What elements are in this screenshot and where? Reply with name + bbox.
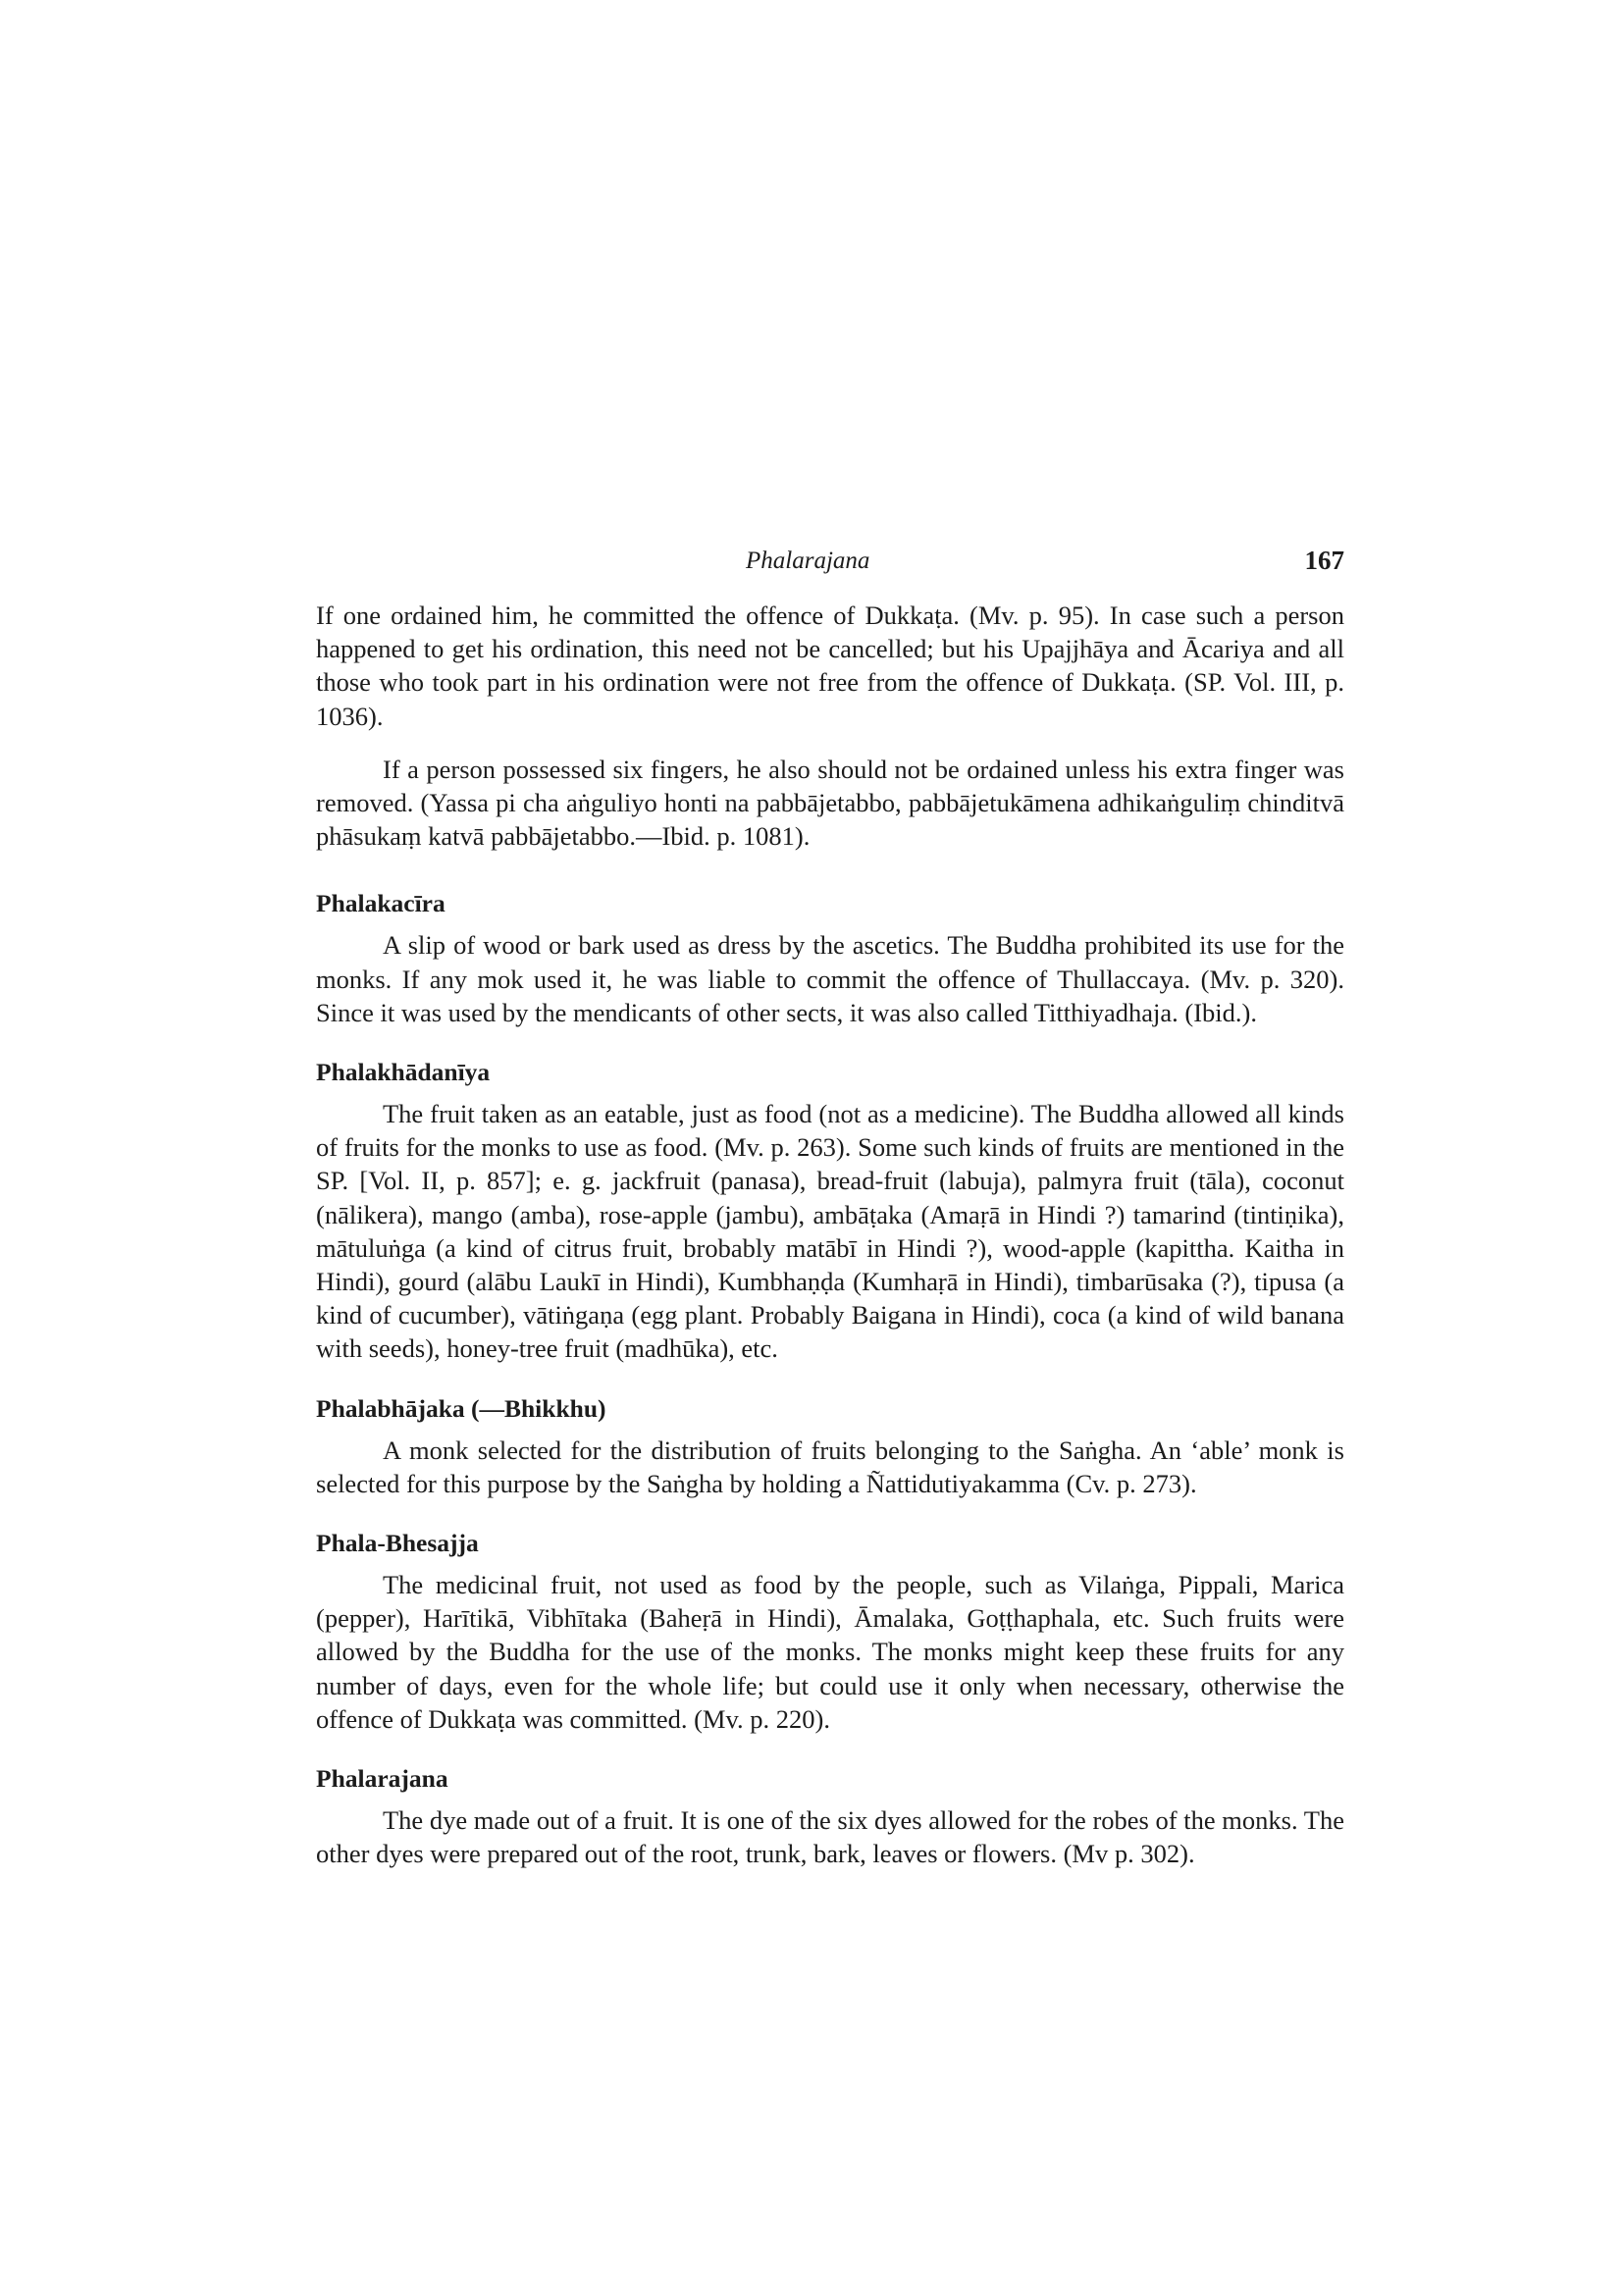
entry-text: The fruit taken as an eatable, just as food (not as a medicine). The Buddha allowed all kinds of fruits for the monks to use as food. (Mv. p. 263). Some such kinds of fruits are mentioned in the SP. [Vol. II, p. 857]; e. g. jackfruit (panasa), bread-fruit (labuja), palmyra fruit (tāla), coconut (nālikera), mango (amba), rose-apple (jambu), ambāṭaka (Amaṛā in Hindi ?) tamarind (tintiṇika), mātuluṅga (a kind of citrus fruit, brobably matābī in Hindi ?), wood-apple (kapittha. Kaitha in Hindi), gourd (alābu Laukī in Hindi), Kumbhaṇḍa (Kumhaṛā in Hindi), timbarūsaka (?), tipusa (a kind of cucumber), vātiṅgaṇa (egg plant. Probably Baigana in Hindi), coca (a kind of wild banana with seeds), honey-tree fruit (madhūka), etc.: [316, 1099, 1344, 1364]
entry-phalakacira: [316, 888, 1344, 1029]
entry-heading: Phalarajana: [316, 1764, 448, 1794]
page-number: 167: [1304, 546, 1344, 575]
entry-phalakhadaniya: [316, 1057, 1344, 1366]
entry-text: The medicinal fruit, not used as food by the people, such as Vilaṅga, Pippali, Marica (pepper), Harītikā, Vibhītaka (Baheṛā in Hindi), Āmalaka, Goṭṭhaphala, etc. Such fruits were allowed by the Buddha for the use of the monks. The monks might keep these fruits for any number of days, even for the whole life; but could use it only when necessary, otherwise the offence of Dukkaṭa was committed. (Mv. p. 220).: [316, 1570, 1344, 1734]
entry-heading: Phalabhājaka (—Bhikkhu): [316, 1393, 606, 1423]
entry-text: The dye made out of a fruit. It is one of the six dyes allowed for the robes of the monks. The other dyes were prepared out of the root, trunk, bark, leaves or flowers. (Mv p. 302).: [316, 1805, 1344, 1869]
entry-phala-bhesajja: [316, 1528, 1344, 1736]
entry-heading: Phalakhādanīya: [316, 1058, 491, 1087]
intro-paragraph-1: If one ordained him, he committed the offence of Dukkaṭa. (Mv. p. 95). In case such a person happened to get his ordination, this need not be cancelled; but his Upajjhāya and Ācariya and all those who took part in his ordination were not free from the offence of Dukkaṭa. (SP. Vol. III, p. 1036).: [316, 600, 1344, 731]
text-column: [316, 599, 1344, 1870]
entry-phalabhajaka: [316, 1393, 1344, 1500]
entry-text: A monk selected for the distribution of fruits belonging to the Saṅgha. An ‘able’ monk is selected for this purpose by the Saṅgha by holding a Ñattidutiyakamma (Cv. p. 273).: [316, 1435, 1344, 1498]
entry-phalarajana: [316, 1763, 1344, 1870]
entry-heading: Phala-Bhesajja: [316, 1529, 479, 1558]
intro-paragraph-2: If a person possessed six fingers, he also should not be ordained unless his extra finger was removed. (Yassa pi cha aṅguliyo honti na pabbājetabbo, pabbājetukāmena adhikaṅguliṃ chinditvā phāsukaṃ katvā pabbājetabbo.—Ibid. p. 1081).: [316, 754, 1344, 852]
entry-text: A slip of wood or bark used as dress by the ascetics. The Buddha prohibited its use for the monks. If any mok used it, he was liable to commit the offence of Thullaccaya. (Mv. p. 320). Since it was used by the mendicants of other sects, it was also called Titthiyadhaja. (Ibid.).: [316, 930, 1344, 1027]
running-title: Phalarajana: [746, 548, 870, 574]
entry-heading: Phalakacīra: [316, 889, 445, 918]
running-header: [314, 548, 1344, 587]
